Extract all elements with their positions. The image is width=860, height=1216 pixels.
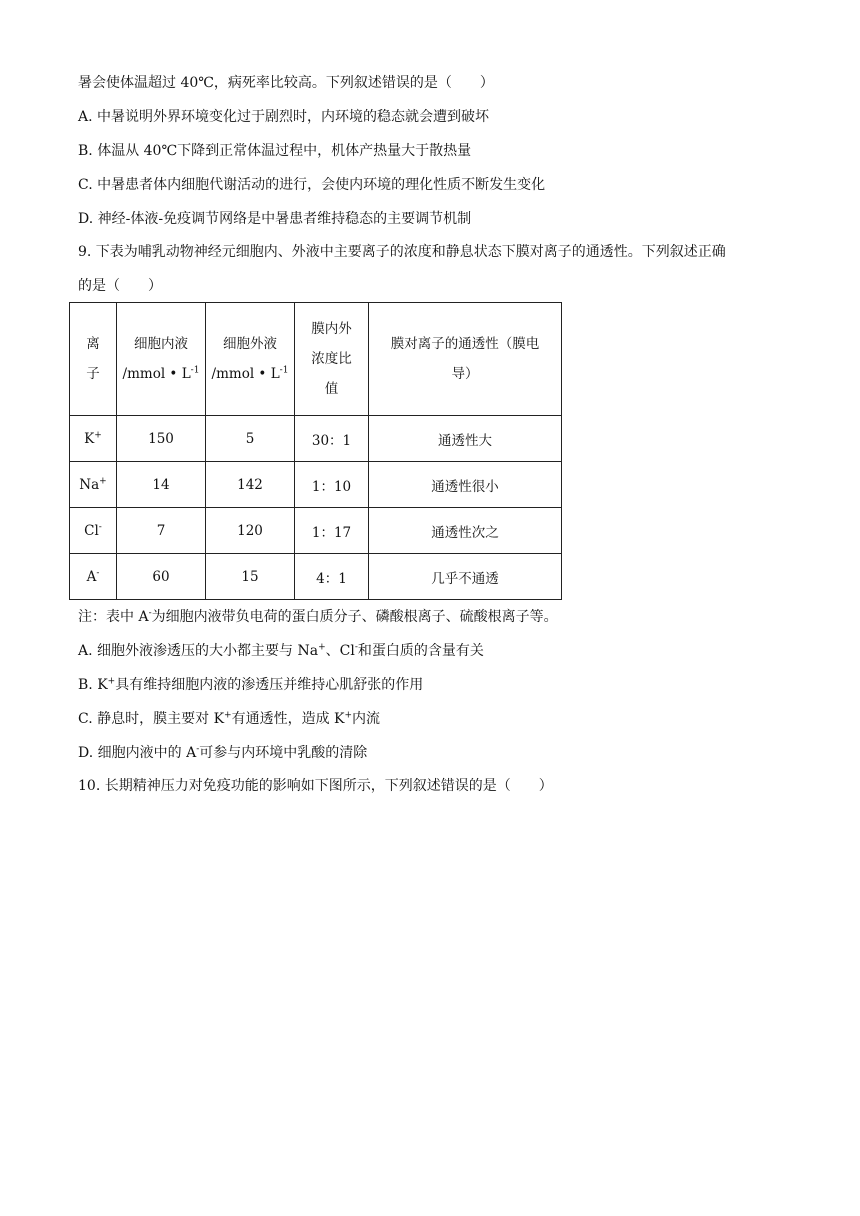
cell-permeability: 通透性很小 xyxy=(369,462,562,508)
cell-permeability: 通透性大 xyxy=(369,416,562,462)
table-header-row xyxy=(70,303,562,416)
header-intracellular: 细胞内液 /mmol • $L^{-1}$ xyxy=(117,303,206,416)
cell-permeability: 通透性次之 xyxy=(369,508,562,554)
cell-extracellular: 15 xyxy=(206,554,295,600)
cell-ratio: 1：17 xyxy=(295,508,369,554)
cell-ratio: 1：10 xyxy=(295,462,369,508)
cell-intracellular: 7 xyxy=(117,508,206,554)
table-row xyxy=(70,462,562,508)
cell-extracellular: 120 xyxy=(206,508,295,554)
q8-stem-end: 暑会使体温超过 40℃，病死率比较高。下列叙述错误的是（ ） xyxy=(78,75,494,91)
cell-ion: A- xyxy=(70,554,117,600)
table-row xyxy=(70,508,562,554)
cell-ratio: 30：1 xyxy=(295,416,369,462)
q8-option-a: A. 中暑说明外界环境变化过于剧烈时，内环境的稳态就会遭到破坏 xyxy=(78,109,490,125)
q9-stem-line1: 9. 下表为哺乳动物神经元细胞内、外液中主要离子的浓度和静息状态下膜对离子的通透性。下列叙述正确 xyxy=(78,244,726,260)
cell-ion: Cl- xyxy=(70,508,117,554)
table-row xyxy=(70,416,562,462)
table-note: 注：表中 A-为细胞内液带负电荷的蛋白质分子、磷酸根离子、硫酸根离子等。 xyxy=(78,608,558,625)
q9-stem-line2: 的是（ ） xyxy=(78,278,162,294)
q9-option-b: B. K+具有维持细胞内液的渗透压并维持心肌舒张的作用 xyxy=(78,676,424,693)
q8-option-c: C. 中暑患者体内细胞代谢活动的进行，会使内环境的理化性质不断发生变化 xyxy=(78,177,546,193)
cell-ratio: 4：1 xyxy=(295,554,369,600)
cell-permeability: 几乎不通透 xyxy=(369,554,562,600)
header-ratio: 膜内外 浓度比 值 xyxy=(295,303,369,416)
cell-intracellular: 150 xyxy=(117,416,206,462)
q9-option-a: A. 细胞外液渗透压的大小都主要与 Na+、Cl-和蛋白质的含量有关 xyxy=(78,642,484,659)
cell-extracellular: 5 xyxy=(206,416,295,462)
ion-table xyxy=(69,302,562,600)
cell-intracellular: 14 xyxy=(117,462,206,508)
header-extracellular: 细胞外液 /mmol • $L^{-1}$ xyxy=(206,303,295,416)
q9-option-c: C. 静息时，膜主要对 K+有通透性，造成 K+内流 xyxy=(78,710,381,727)
cell-intracellular: 60 xyxy=(117,554,206,600)
header-ion: 离 子 xyxy=(70,303,117,416)
q8-option-d: D. 神经-体液-免疫调节网络是中暑患者维持稳态的主要调节机制 xyxy=(78,211,472,227)
q9-option-d: D. 细胞内液中的 A-可参与内环境中乳酸的清除 xyxy=(78,744,368,761)
table-row xyxy=(70,554,562,600)
cell-ion: K+ xyxy=(70,416,117,462)
q8-option-b: B. 体温从 40℃下降到正常体温过程中，机体产热量大于散热量 xyxy=(78,143,472,159)
header-permeability: 膜对离子的通透性（膜电 导） xyxy=(369,303,562,416)
q10-stem: 10. 长期精神压力对免疫功能的影响如下图所示，下列叙述错误的是（ ） xyxy=(78,778,553,794)
cell-ion: Na+ xyxy=(70,462,117,508)
cell-extracellular: 142 xyxy=(206,462,295,508)
